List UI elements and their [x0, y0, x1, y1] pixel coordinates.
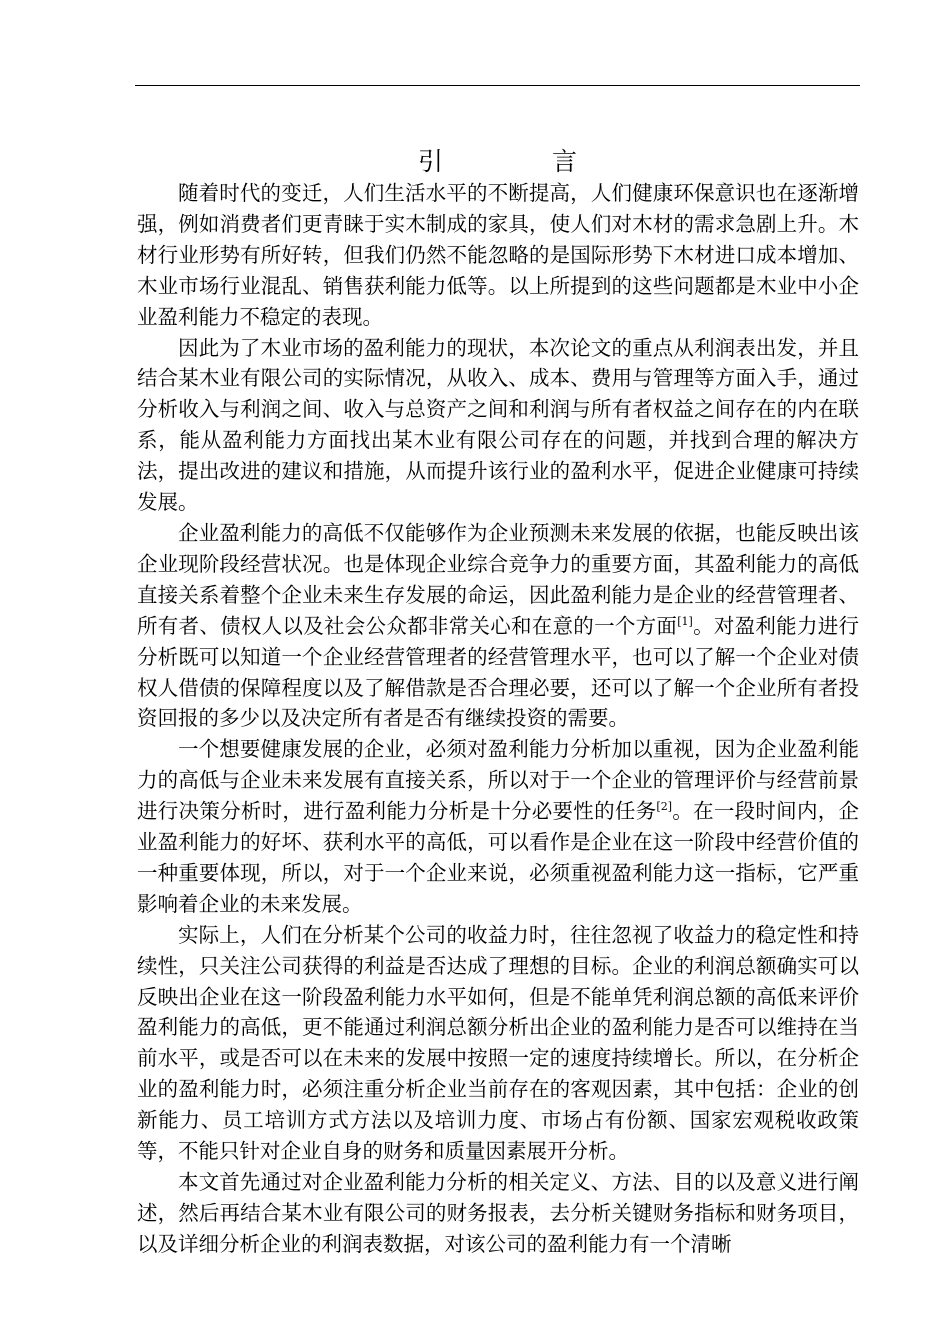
- paragraph-3-text-before: 企业盈利能力的高低不仅能够作为企业预测未来发展的依据，也能反映出该企业现阶段经营状况。也是体现企业综合竞争力的重要方面，其盈利能力的高低直接关系着整个企业未来生存发展的命运，因此盈利能力是企业的经营管理者、所有者、债权人以及社会公众都非常关心和在意的一个方面: [137, 520, 859, 638]
- paragraph-3-text-after: 。对盈利能力进行分析既可以知道一个企业经营管理者的经营管理水平，也可以了解一个企业对债权人借债的保障程度以及了解借款是否合理必要，还可以了解一个企业所有者投资回报的多少以及决定所有者是否有继续投资的需要。: [137, 613, 860, 731]
- paragraph-2: 因此为了木业市场的盈利能力的现状，本次论文的重点从利润表出发，并且结合某木业有限公司的实际情况，从收入、成本、费用与管理等方面入手，通过分析收入与利润之间、收入与总资产之间和利润与所有者权益之间存在的内在联系，能从盈利能力方面找出某木业有限公司存在的问题，并找到合理的解决方法，提出改进的建议和措施，从而提升该行业的盈利水平，促进企业健康可持续发展。: [137, 335, 859, 515]
- paragraph-4-text-before: 一个想要健康发展的企业，必须对盈利能力分析加以重视，因为企业盈利能力的高低与企业未来发展有直接关系，所以对于一个企业的管理评价与经营前景进行决策分析时，进行盈利能力分析是十分必要性的任务: [137, 737, 859, 824]
- page-title: 引 言: [417, 147, 619, 176]
- paragraph-6: 本文首先通过对企业盈利能力分析的相关定义、方法、目的以及意义进行阐述，然后再结合某木业有限公司的财务报表，去分析关键财务指标和财务项目，以及详细分析企业的利润表数据，对该公司的盈利能力有一个清晰: [137, 1170, 859, 1256]
- citation-2: [2]: [656, 800, 673, 814]
- header-rule: [135, 85, 860, 86]
- paragraph-4: [137, 734, 859, 919]
- paragraph-4-text-after: 。在一段时间内，企业盈利能力的好坏、获利水平的高低，可以看作是企业在这一阶段中经营价值的一种重要体现，所以，对于一个企业来说，必须重视盈利能力这一指标，它严重影响着企业的未来发展。: [137, 799, 860, 916]
- body-text: [137, 178, 859, 1260]
- paragraph-3: [137, 518, 859, 734]
- citation-1: [1]: [677, 614, 693, 628]
- paragraph-5: 实际上，人们在分析某个公司的收益力时，往往忽视了收益力的稳定性和持续性，只关注公司获得的利益是否达成了理想的目标。企业的利润总额确实可以反映出企业在这一阶段盈利能力水平如何，但是不能单凭利润总额的高低来评价盈利能力的高低，更不能通过利润总额分析出企业的盈利能力是否可以维持在当前水平，或是否可以在未来的发展中按照一定的速度持续增长。所以，在分析企业的盈利能力时，必须注重分析企业当前存在的客观因素，其中包括：企业的创新能力、员工培训方式方法以及培训力度、市场占有份额、国家宏观税收政策等，不能只针对企业自身的财务和质量因素展开分析。: [137, 922, 859, 1164]
- paragraph-1: 随着时代的变迁，人们生活水平的不断提高，人们健康环保意识也在逐渐增强，例如消费者们更青睐于实木制成的家具，使人们对木材的需求急剧上升。木材行业形势有所好转，但我们仍然不能忽略的是国际形势下木材进口成本增加、木业市场行业混乱、销售获利能力低等。以上所提到的这些问题都是木业中小企业盈利能力不稳定的表现。: [137, 181, 859, 329]
